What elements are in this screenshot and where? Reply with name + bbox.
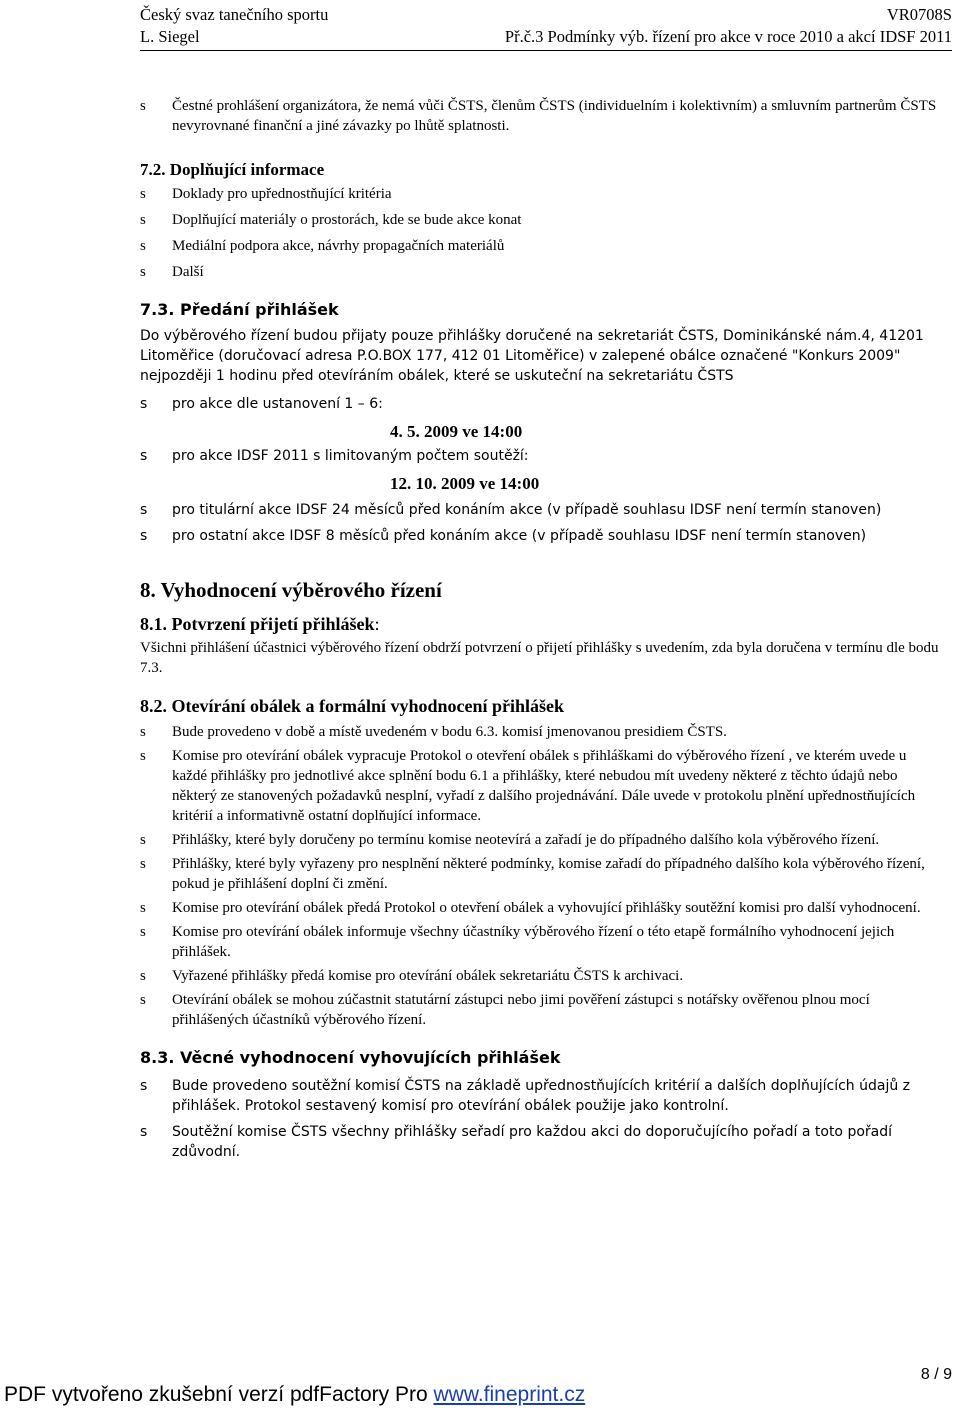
header-divider bbox=[140, 50, 952, 51]
section-8-1-paragraph: Všichni přihlášení účastnici výběrového řízení obdrží potvrzení o přijetí přihlášky s uvedením, zda byla doručena v termínu dle bodu 7.3. bbox=[140, 640, 939, 676]
section-8-3-title: 8.3. Věcné vyhodnocení vyhovujících přihlášek bbox=[140, 1048, 561, 1067]
list-item-text: Otevírání obálek se mohou zúčastnit statutární zástupci nebo jimi pověření zástupci s notářsky ověřenou plnou mocí přihlášených účastníků výběrového řízení. bbox=[172, 992, 870, 1028]
list-item-text: Bude provedeno v době a místě uvedeném v bodu 6.3. komisí jmenovanou presidiem ČSTS. bbox=[172, 724, 727, 740]
footer-text: PDF vytvořeno zkušební verzí pdfFactory Pro bbox=[4, 1383, 434, 1406]
list-item-text: Přihlášky, které byly doručeny po termínu komise neotevírá a zařadí je do případného dalšího kola výběrového řízení. bbox=[172, 832, 880, 848]
bullet-mark: s bbox=[140, 502, 148, 518]
list-item bbox=[140, 990, 940, 1030]
intro-bullet-text: Čestné prohlášení organizátora, že nemá vůči ČSTS, členům ČSTS (individuelním i kolektivním) a smluvním partnerům ČSTS nevyrovnané finanční a jiné závazky po lhůtě splatnosti. bbox=[172, 98, 937, 134]
list-item-text: Mediální podpora akce, návrhy propagačních materiálů bbox=[172, 238, 505, 254]
bullet-mark: s bbox=[140, 832, 146, 848]
pdf-footer bbox=[4, 1383, 585, 1407]
header-org: Český svaz tanečního sportu bbox=[140, 5, 329, 24]
list-item-text: Další bbox=[172, 264, 204, 280]
list-item-text: Komise pro otevírání obálek vypracuje Protokol o otevření obálek s přihláškami do výběrového řízení , ve kterém uvede u každé přihlášky pro jednotlivé akce splnění bodu 6.1 a přihlášky, které nebudou mít uvedeny některé z těchto údajů nebo některý ze stanovených požadavků nesplní, vyřadí z dalšího projednávání. Dále uvede v protokolu plnění upřednostňujících kritérií a informativně ostatní doplňující informace. bbox=[172, 748, 916, 824]
section-7-3-paragraph: Do výběrového řízení budou přijaty pouze přihlášky doručené na sekretariát ČSTS, Dominikánské nám.4, 41201 Litoměřice (doručovací adresa P.O.BOX 177, 412 01 Litoměřice) v zalepené obálce označené "Konkurs 2009" nejpozději 1 hodinu před otevíráním obálek, které se uskuteční na sekretariátu ČSTS bbox=[140, 328, 924, 384]
list-item-text: Bude provedeno soutěžní komisí ČSTS na základě upřednostňujících kritérií a dalších doplňujících údajů z přihlášek. Protokol sestavený komisí pro otevírání obálek použije jako kontrolní. bbox=[172, 1078, 911, 1114]
bullet-mark: s bbox=[140, 992, 146, 1008]
list-item bbox=[140, 394, 940, 414]
list-item-text: pro ostatní akce IDSF 8 měsíců před konáním akce (v případě souhlasu IDSF není termín stanoven) bbox=[172, 528, 867, 544]
bullet-mark: s bbox=[140, 212, 146, 228]
page-number: 8 / 9 bbox=[920, 1366, 952, 1383]
bullet-mark: s bbox=[140, 528, 148, 544]
deadline-date: 12. 10. 2009 ve 14:00 bbox=[390, 474, 540, 493]
list-item bbox=[140, 830, 940, 850]
list-item bbox=[140, 210, 940, 230]
bullet-mark: s bbox=[140, 448, 148, 464]
list-item bbox=[140, 262, 940, 282]
page-header bbox=[140, 4, 952, 48]
section-7-3-title: 7.3. Předání přihlášek bbox=[140, 300, 339, 319]
bullet-mark: s bbox=[140, 264, 146, 280]
bullet-mark: s bbox=[140, 900, 146, 916]
list-item-text: Přihlášky, které byly vyřazeny pro nesplnění některé podmínky, komise zařadí do případného dalšího kola výběrového řízení, pokud je přihlášení doplní či změní. bbox=[172, 856, 925, 892]
document-body bbox=[140, 96, 940, 1162]
bullet-mark: s bbox=[140, 186, 146, 202]
list-item-text: Doplňující materiály o prostorách, kde se bude akce konat bbox=[172, 212, 522, 228]
header-code: VR0708S bbox=[886, 5, 952, 24]
list-item bbox=[140, 500, 940, 520]
bullet-mark: s bbox=[140, 1078, 148, 1094]
list-item-text: pro akce IDSF 2011 s limitovaným počtem soutěží: bbox=[172, 448, 529, 464]
list-item bbox=[140, 446, 940, 466]
deadline-date: 4. 5. 2009 ve 14:00 bbox=[390, 422, 523, 441]
section-8-1-title-colon: : bbox=[374, 614, 380, 634]
list-item bbox=[140, 854, 940, 894]
list-item bbox=[140, 184, 940, 204]
section-7-2-title: 7.2. Doplňující informace bbox=[140, 160, 325, 179]
list-item bbox=[140, 1122, 940, 1162]
list-item-text: Vyřazené přihlášky předá komise pro otevírání obálek sekretariátu ČSTS k archivaci. bbox=[172, 968, 684, 984]
bullet-mark: s bbox=[140, 396, 148, 412]
intro-bullet bbox=[140, 96, 940, 136]
header-doc-title: Př.č.3 Podmínky výb. řízení pro akce v roce 2010 a akcí IDSF 2011 bbox=[504, 27, 952, 46]
fineprint-link[interactable]: www.fineprint.cz bbox=[433, 1383, 586, 1406]
list-item-text: Komise pro otevírání obálek informuje všechny účastníky výběrového řízení o této etapě formálního vyhodnocení jejich přihlášek. bbox=[172, 924, 895, 960]
list-item-text: Soutěžní komise ČSTS všechny přihlášky seřadí pro každou akci do doporučujícího pořadí a toto pořadí zdůvodní. bbox=[172, 1124, 893, 1160]
list-item bbox=[140, 746, 940, 826]
list-item-text: pro akce dle ustanovení 1 – 6: bbox=[172, 396, 383, 412]
list-item bbox=[140, 898, 940, 918]
bullet-mark: s bbox=[140, 238, 146, 254]
bullet-mark: s bbox=[140, 748, 146, 764]
list-item bbox=[140, 526, 940, 546]
list-item bbox=[140, 1076, 940, 1116]
list-item bbox=[140, 236, 940, 256]
list-item-text: Komise pro otevírání obálek předá Protokol o otevření obálek a vyhovující přihlášky soutěžní komisi pro další vyhodnocení. bbox=[172, 900, 921, 916]
list-item bbox=[140, 966, 940, 986]
section-8-2-title: 8.2. Otevírání obálek a formální vyhodnocení přihlášek bbox=[140, 696, 565, 716]
list-item-text: pro titulární akce IDSF 24 měsíců před konáním akce (v případě souhlasu IDSF není termín stanoven) bbox=[172, 502, 882, 518]
bullet-mark: s bbox=[140, 724, 146, 740]
bullet-mark: s bbox=[140, 856, 146, 872]
bullet-mark: s bbox=[140, 1124, 148, 1140]
list-item-text: Doklady pro upřednostňující kritéria bbox=[172, 186, 392, 202]
bullet-mark: s bbox=[140, 924, 146, 940]
bullet-mark: s bbox=[140, 98, 146, 114]
section-8-1-title-text: 8.1. Potvrzení přijetí přihlášek bbox=[140, 614, 375, 634]
list-item bbox=[140, 722, 940, 742]
header-author: L. Siegel bbox=[140, 27, 200, 46]
section-8-1-title bbox=[140, 614, 940, 634]
bullet-mark: s bbox=[140, 968, 146, 984]
section-8-title: 8. Vyhodnocení výběrového řízení bbox=[140, 578, 442, 602]
list-item bbox=[140, 922, 940, 962]
